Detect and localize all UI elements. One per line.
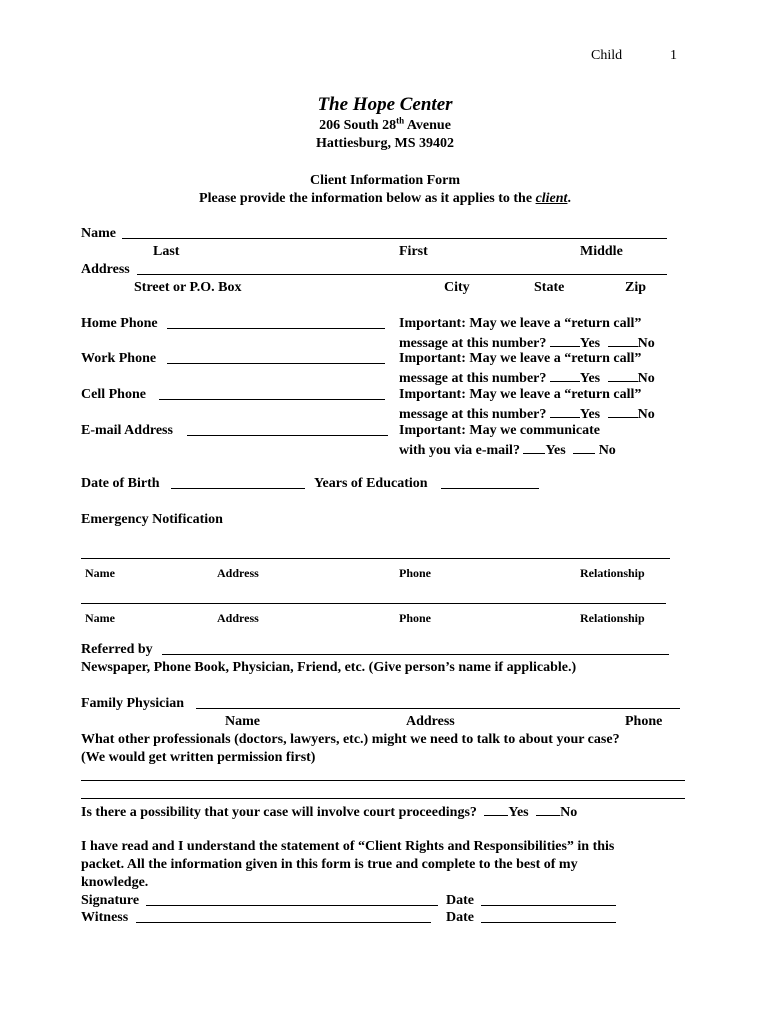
work-phone-field[interactable]: [167, 363, 385, 364]
org-city: Hattiesburg, MS 39402: [315, 136, 455, 151]
cell-phone-important-1: Important: May we leave a “return call”: [399, 387, 642, 402]
home-phone-no-blank[interactable]: [608, 334, 638, 347]
cell-phone-no-blank[interactable]: [608, 405, 638, 418]
running-head: Child: [591, 48, 623, 63]
work-phone-yes-blank[interactable]: [550, 369, 580, 382]
work-phone-important-1: Important: May we leave a “return call”: [399, 351, 642, 366]
professionals-field-1[interactable]: [81, 780, 685, 781]
email-no-blank[interactable]: [573, 441, 595, 454]
email-label: E-mail Address: [81, 423, 173, 438]
physician-phone-caption: Phone: [625, 714, 663, 729]
name-middle-caption: Middle: [580, 244, 623, 259]
physician-address-caption: Address: [406, 714, 455, 729]
statement-line-1: I have read and I understand the statement of “Client Rights and Responsibilities” in this: [81, 839, 615, 854]
dob-field[interactable]: [171, 488, 305, 489]
referred-by-hint: Newspaper, Phone Book, Physician, Friend, etc. (Give person’s name if applicable.): [81, 660, 577, 675]
statement-line-2: packet. All the information given in this form is true and complete to the best of my: [81, 857, 578, 872]
cell-phone-field[interactable]: [159, 399, 385, 400]
page-number: 1: [670, 48, 677, 63]
home-phone-important-1: Important: May we leave a “return call”: [399, 316, 642, 331]
home-phone-field[interactable]: [167, 328, 385, 329]
emergency-contact-2-field[interactable]: [81, 603, 666, 604]
emergency-2-name-caption: Name: [85, 611, 115, 625]
signature-date-field[interactable]: [481, 905, 616, 906]
address-city-caption: City: [444, 280, 470, 295]
address-state-caption: State: [534, 280, 565, 295]
home-phone-label: Home Phone: [81, 316, 158, 331]
address-label: Address: [81, 262, 130, 277]
address-zip-caption: Zip: [625, 280, 647, 295]
form-instruction: Please provide the information below as it applies to the client.: [199, 191, 571, 206]
statement-line-3: knowledge.: [81, 875, 149, 890]
emergency-1-address-caption: Address: [217, 566, 259, 580]
witness-field[interactable]: [136, 922, 431, 923]
court-question: Is there a possibility that your case will involve court proceedings? Yes No: [81, 805, 578, 820]
court-yes-blank[interactable]: [484, 803, 508, 816]
form-title: Client Information Form: [309, 173, 461, 188]
witness-date-field[interactable]: [481, 922, 616, 923]
cell-phone-yes-blank[interactable]: [550, 405, 580, 418]
family-physician-label: Family Physician: [81, 696, 185, 711]
name-first-caption: First: [399, 244, 428, 259]
name-label: Name: [81, 226, 116, 241]
emergency-1-relationship-caption: Relationship: [580, 566, 645, 580]
address-field[interactable]: [137, 274, 667, 275]
emergency-contact-1-field[interactable]: [81, 558, 670, 559]
emergency-2-phone-caption: Phone: [399, 611, 432, 625]
physician-name-caption: Name: [225, 714, 260, 729]
org-block: [185, 94, 585, 153]
signature-date-label: Date: [446, 893, 474, 908]
referred-by-field[interactable]: [162, 654, 669, 655]
education-field[interactable]: [441, 488, 539, 489]
emergency-2-address-caption: Address: [217, 611, 259, 625]
work-phone-important-2: message at this number? Yes No: [399, 371, 655, 386]
professionals-field-2[interactable]: [81, 798, 685, 799]
email-field[interactable]: [187, 435, 388, 436]
referred-by-label: Referred by: [81, 642, 153, 657]
org-street: 206 South 28th Avenue: [319, 115, 451, 133]
cell-phone-important-2: message at this number? Yes No: [399, 407, 655, 422]
cell-phone-label: Cell Phone: [81, 387, 146, 402]
court-no-blank[interactable]: [536, 803, 560, 816]
signature-field[interactable]: [146, 905, 438, 906]
education-label: Years of Education: [314, 476, 428, 491]
emergency-2-relationship-caption: Relationship: [580, 611, 645, 625]
home-phone-yes-blank[interactable]: [550, 334, 580, 347]
signature-label: Signature: [81, 893, 140, 908]
org-name: The Hope Center: [317, 94, 453, 115]
email-important-2: with you via e-mail? Yes No: [399, 443, 616, 458]
emergency-label: Emergency Notification: [81, 512, 223, 527]
emergency-1-phone-caption: Phone: [399, 566, 432, 580]
family-physician-field[interactable]: [196, 708, 680, 709]
work-phone-label: Work Phone: [81, 351, 157, 366]
name-field[interactable]: [122, 238, 667, 239]
dob-label: Date of Birth: [81, 476, 160, 491]
email-yes-blank[interactable]: [523, 441, 545, 454]
name-last-caption: Last: [153, 244, 180, 259]
work-phone-no-blank[interactable]: [608, 369, 638, 382]
emergency-1-name-caption: Name: [85, 566, 115, 580]
professionals-note: (We would get written permission first): [81, 750, 316, 765]
professionals-question: What other professionals (doctors, lawyers, etc.) might we need to talk to about your case?: [81, 732, 620, 747]
address-street-caption: Street or P.O. Box: [134, 280, 242, 295]
home-phone-important-2: message at this number? Yes No: [399, 336, 655, 351]
form-header: [85, 172, 685, 208]
witness-date-label: Date: [446, 910, 474, 925]
witness-label: Witness: [81, 910, 129, 925]
email-important-1: Important: May we communicate: [399, 423, 601, 438]
